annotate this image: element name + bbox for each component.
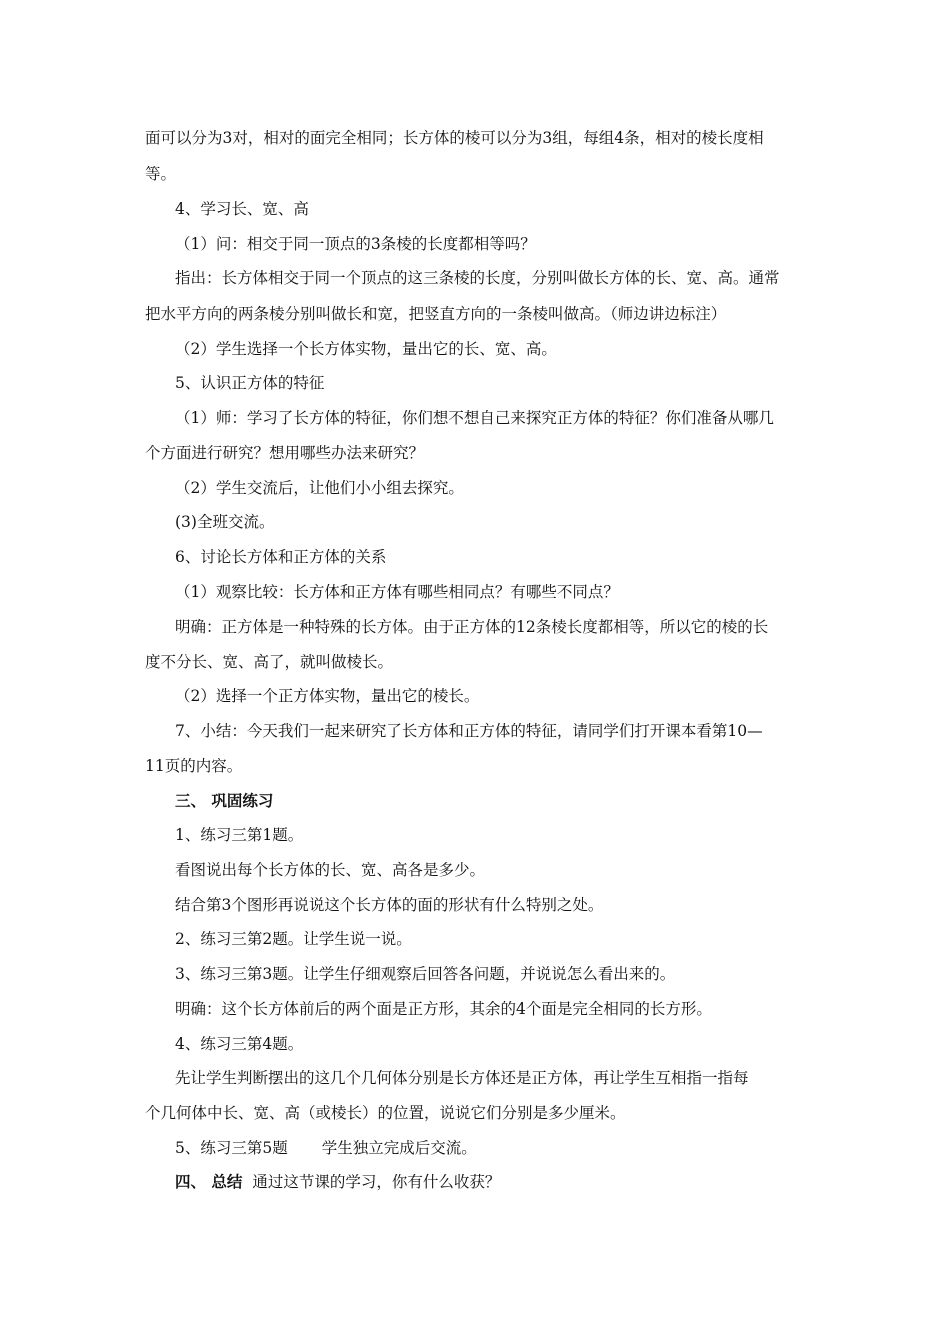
text-line: （2）学生交流后，让他们小小组去探究。: [175, 479, 464, 497]
text-line: 1、练习三第1题。: [175, 826, 304, 844]
text-line: 面可以分为3对，相对的面完全相同；长方体的棱可以分为3组，每组4条，相对的棱长度相: [145, 129, 764, 147]
text-line: (3)全班交流。: [175, 513, 275, 531]
text-line: 等。: [145, 165, 177, 183]
text-line: 明确：这个长方体前后的两个面是正方形，其余的4个面是完全相同的长方形。: [175, 1000, 712, 1018]
text-line: 个方面进行研究？想用哪些办法来研究？: [145, 444, 425, 462]
text-line: 7、小结：今天我们一起来研究了长方体和正方体的特征，请同学们打开课本看第10—: [175, 722, 763, 740]
text-line: 先让学生判断摆出的这几个几何体分别是长方体还是正方体，再让学生互相指一指每: [175, 1069, 749, 1087]
section-heading: 4、学习长、宽、高: [175, 200, 309, 218]
exercise-note: 学生独立完成后交流。: [321, 1139, 477, 1157]
text-line: 3、练习三第3题。让学生仔细观察后回答各问题，并说说怎么看出来的。: [175, 965, 676, 983]
text-line: 指出：长方体相交于同一个顶点的这三条棱的长度，分别叫做长方体的长、宽、高。通常: [175, 269, 780, 287]
summary-question: 通过这节课的学习，你有什么收获？: [252, 1173, 501, 1191]
section-heading: 6、讨论长方体和正方体的关系: [175, 548, 387, 566]
section-heading: 四、 总结: [175, 1172, 243, 1191]
text-line: （1）师：学习了长方体的特征，你们想不想自己来探究正方体的特征？你们准备从哪几: [175, 409, 774, 427]
text-line: 看图说出每个长方体的长、宽、高各是多少。: [175, 861, 486, 879]
text-line: （2）学生选择一个长方体实物，量出它的长、宽、高。: [175, 340, 557, 358]
text-line: 2、练习三第2题。让学生说一说。: [175, 930, 412, 948]
text-line: 把水平方向的两条棱分别叫做长和宽，把竖直方向的一条棱叫做高。（师边讲边标注）: [145, 305, 727, 323]
text-line: 结合第3个图形再说说这个长方体的面的形状有什么特别之处。: [175, 896, 604, 914]
text-line: 明确：正方体是一种特殊的长方体。由于正方体的12条棱长度都相等，所以它的棱的长: [175, 618, 769, 636]
section-heading: 三、 巩固练习: [175, 791, 274, 810]
text-line: [175, 1138, 477, 1158]
text-line: （2）选择一个正方体实物，量出它的棱长。: [175, 687, 480, 705]
text-line: 4、练习三第4题。: [175, 1035, 304, 1053]
exercise-label: 5、练习三第5题: [175, 1139, 288, 1157]
text-line: 11页的内容。: [145, 757, 243, 775]
text-line: 个几何体中长、宽、高（或棱长）的位置，说说它们分别是多少厘米。: [145, 1104, 626, 1122]
section-heading: 5、认识正方体的特征: [175, 374, 325, 392]
text-line: （1）观察比较：长方体和正方体有哪些相同点？有哪些不同点？: [175, 583, 619, 601]
text-line: 度不分长、宽、高了，就叫做棱长。: [145, 653, 394, 671]
text-line: （1）问：相交于同一顶点的3条棱的长度都相等吗？: [175, 235, 536, 253]
text-line: [175, 1172, 500, 1192]
